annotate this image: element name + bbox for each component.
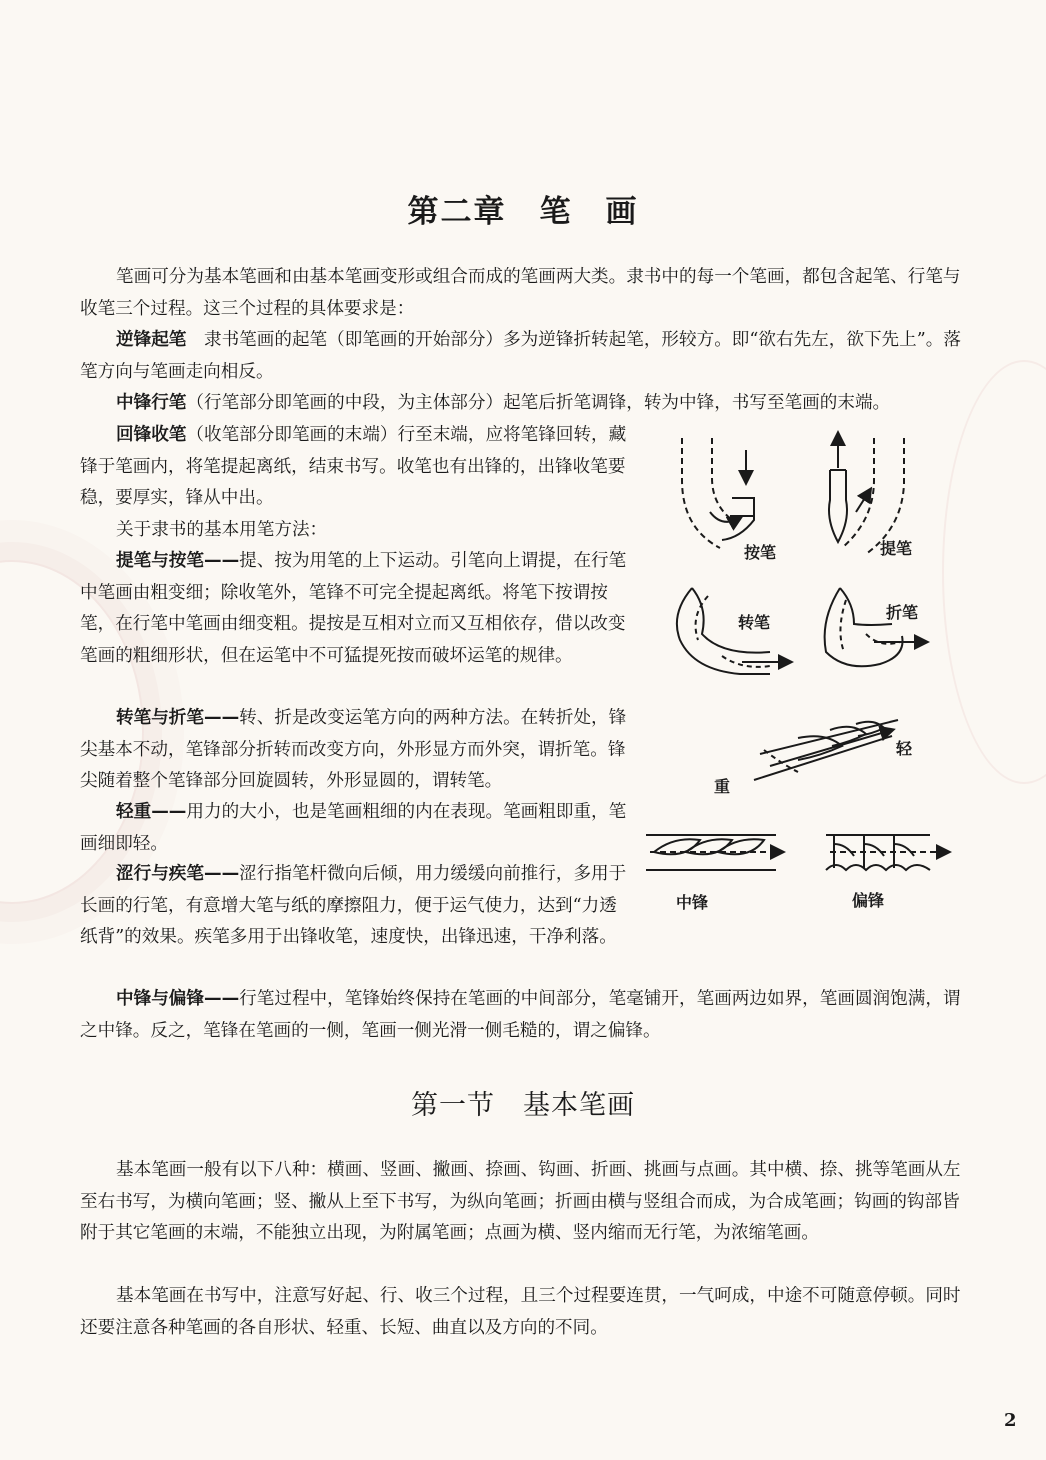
light-heavy-stroke-diagram — [754, 720, 898, 780]
label-fold: 折笔 — [886, 603, 919, 622]
label-heavy: 重 — [714, 777, 731, 796]
reverse-start-paragraph — [80, 325, 968, 388]
term-center-stroke: 中锋行笔 — [116, 393, 187, 413]
light-heavy-paragraph — [80, 797, 628, 860]
section-paragraph-2: 基本笔画在书写中，注意写好起、行、收三个过程，且三个过程要连贯，一气呵成，中途不可随意停顿。同时还要注意各种笔画的各自形状、轻重、长短、曲直以及方向的不同。 — [80, 1286, 961, 1338]
turn-fold-paragraph — [80, 703, 628, 798]
slow-fast-text: 涩行指笔杆微向后倾，用力缓缓向前推行，多用于长画的行笔，有意增大笔与纸的摩擦阻力，便于运气使力，达到“力透纸背”的效果。疾笔多用于出锋收笔，速度快，出锋迅速，干净利落。 — [80, 864, 627, 947]
section-title: 第一节 基本笔画 — [411, 1090, 635, 1121]
light-heavy-text: 用力的大小，也是笔画粗细的内在表现。笔画粗即重，笔画细即轻。 — [80, 802, 627, 854]
label-press: 按笔 — [744, 543, 777, 562]
return-end-paragraph — [80, 420, 628, 515]
page-edge-glyph: 2 — [1004, 1410, 1017, 1431]
side-tip-diagram — [826, 835, 948, 870]
center-side-text: 行笔过程中，笔锋始终保持在笔画的中间部分，笔毫铺开，笔画两边如界，笔画圆润饱满，谓之中锋。反之，笔锋在笔画的一侧，笔画一侧光滑一侧毛糙的，谓之偏锋。 — [80, 989, 961, 1041]
press-stroke-diagram — [682, 438, 754, 548]
term-light-heavy: 轻重—— — [116, 802, 187, 822]
intro-paragraph: 笔画可分为基本笔画和由基本笔画变形或组合而成的笔画两大类。隶书中的每一个笔画，都包含起笔、行笔与收笔三个过程。这三个过程的具体要求是： — [80, 267, 961, 319]
label-turn: 转笔 — [738, 613, 771, 632]
brush-technique-illustrations — [630, 420, 980, 930]
term-turn-fold: 转笔与折笔—— — [116, 708, 240, 728]
turn-stroke-diagram — [677, 588, 790, 674]
term-reverse-start: 逆锋起笔 — [116, 330, 187, 350]
methods-intro: 关于隶书的基本用笔方法： — [116, 520, 328, 540]
term-center-side: 中锋与偏锋—— — [116, 989, 240, 1009]
slow-fast-paragraph — [80, 859, 628, 954]
chapter-title: 第二章 笔 画 — [407, 194, 639, 230]
label-center-tip: 中锋 — [676, 893, 709, 912]
section-paragraph-1: 基本笔画一般有以下八种：横画、竖画、撇画、捺画、钩画、折画、挑画与点画。其中横、捺、挑等笔画从左至右书写，为横向笔画；竖、撇从上至下书写，为纵向笔画；折画由横与竖组合而成，为合成笔画；钩画的钩部皆附于其它笔画的末端，不能独立出现，为附属笔画；点画为横、竖内缩而无行笔，为浓缩笔画。 — [80, 1160, 961, 1243]
center-stroke-paragraph — [80, 388, 968, 420]
term-lift-press: 提笔与按笔—— — [116, 551, 240, 571]
lift-press-paragraph — [80, 546, 628, 672]
label-lift: 提笔 — [880, 539, 913, 558]
lift-press-text: 提、按为用笔的上下运动。引笔向上谓提，在行笔中笔画由粗变细；除收笔外，笔锋不可完全提起离纸。将笔下按谓按笔，在行笔中笔画由细变粗。提按是互相对立而又互相依存，借以改变笔画的粗细形状，但在运笔中不可猛提死按而破坏运笔的规律。 — [80, 551, 627, 666]
center-side-paragraph — [80, 984, 968, 1047]
term-return-end: 回锋收笔 — [116, 425, 187, 445]
center-tip-diagram — [646, 835, 782, 870]
label-light: 轻 — [896, 739, 913, 758]
turn-fold-text: 转、折是改变运笔方向的两种方法。在转折处，锋尖基本不动，笔锋部分折转而改变方向，外形显方而外突，谓折笔。锋尖随着整个笔锋部分回旋圆转，外形显圆的，谓转笔。 — [80, 708, 627, 791]
center-stroke-text: （行笔部分即笔画的中段，为主体部分）起笔后折笔调锋，转为中锋，书写至笔画的末端。 — [186, 393, 891, 413]
label-side-tip: 偏锋 — [852, 891, 885, 910]
return-end-text: （收笔部分即笔画的末端）行至末端，应将笔锋回转，藏锋于笔画内，将笔提起离纸，结束书写。收笔也有出锋的，出锋收笔要稳，要厚实，锋从中出。 — [80, 425, 627, 508]
reverse-start-text: 隶书笔画的起笔（即笔画的开始部分）多为逆锋折转起笔，形较方。即“欲右先左，欲下先上”。落笔方向与笔画走向相反。 — [80, 330, 961, 382]
term-slow-fast: 涩行与疾笔—— — [116, 864, 240, 884]
